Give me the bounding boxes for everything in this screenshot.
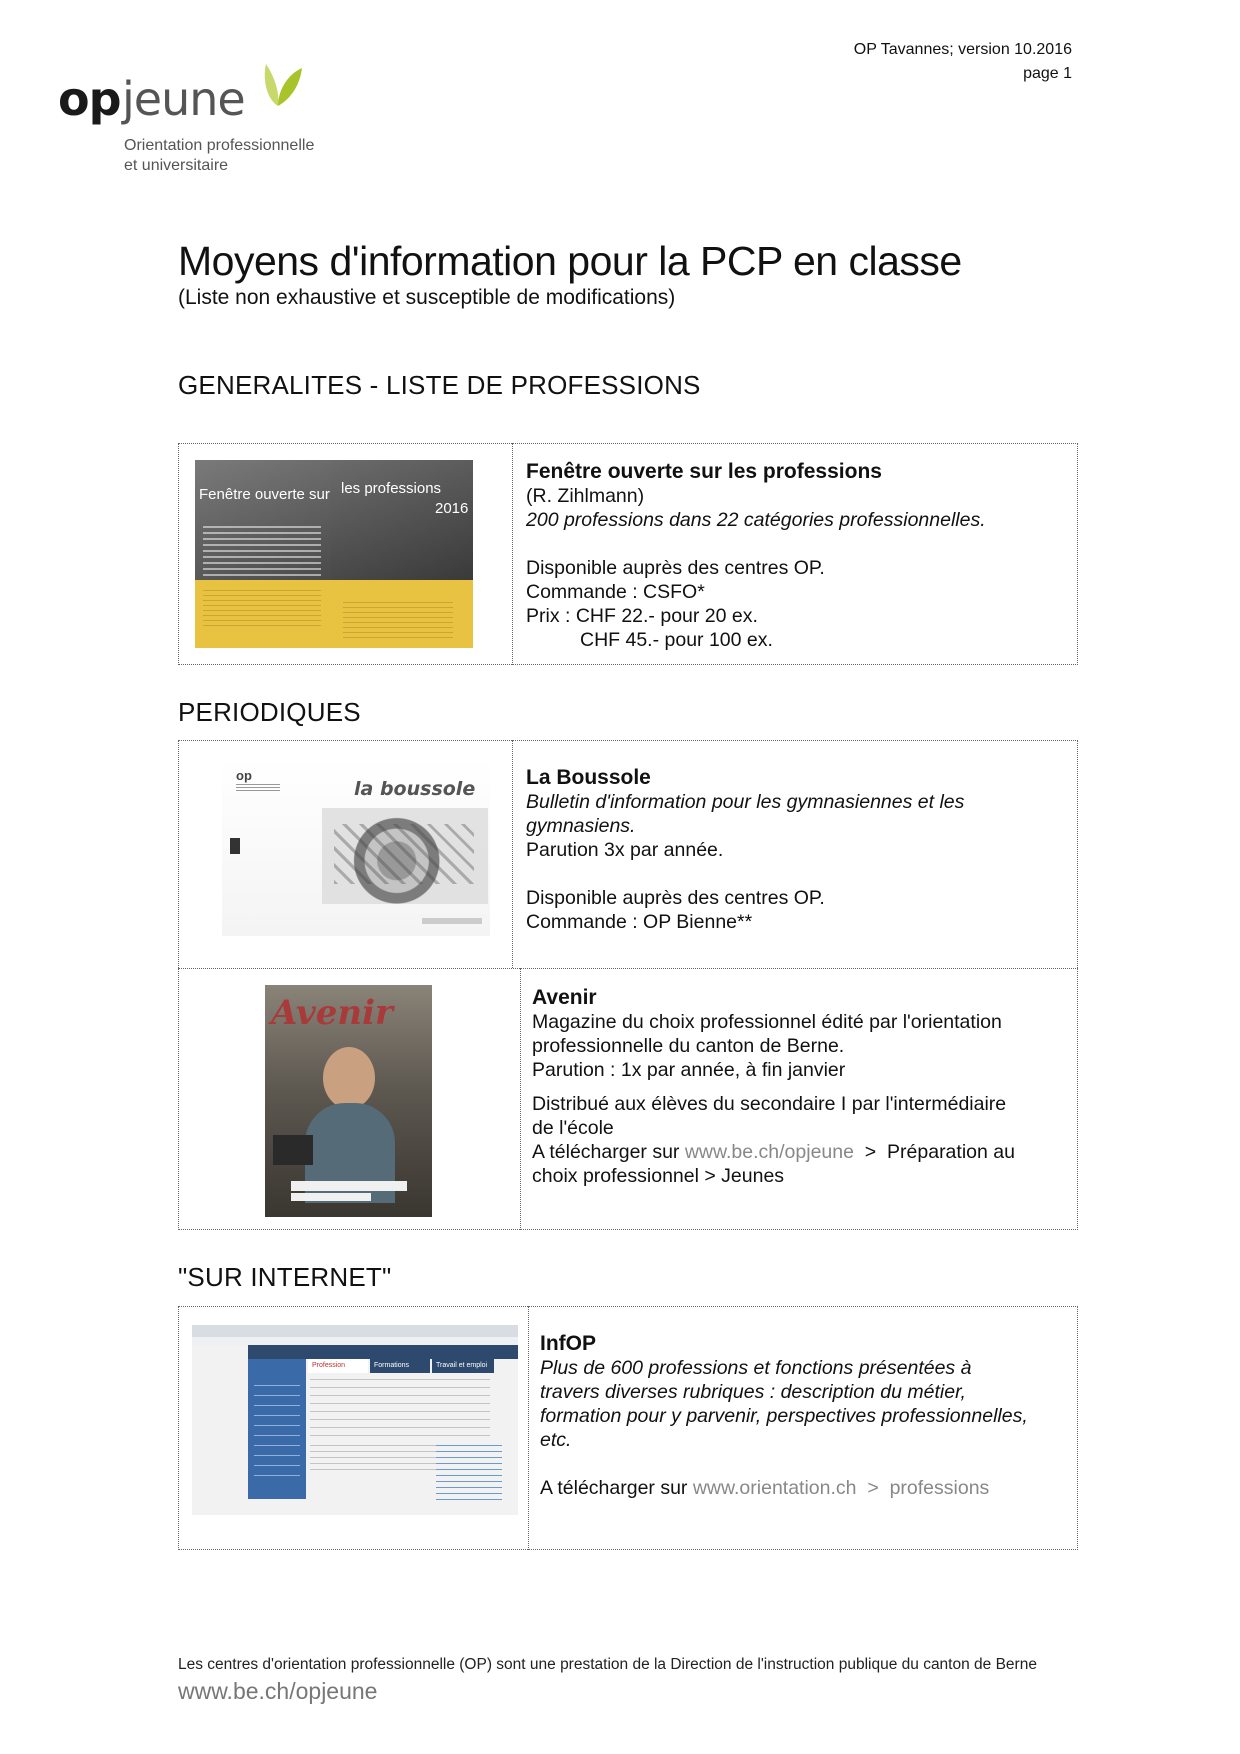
item-description-2: gymnasiens. bbox=[526, 815, 636, 837]
table-divider bbox=[512, 443, 513, 665]
cover-la-boussole bbox=[222, 758, 490, 936]
logo bbox=[58, 72, 358, 182]
page-subtitle: (Liste non exhaustive et susceptible de modifications) bbox=[178, 286, 676, 309]
item-distribution-2: de l'école bbox=[532, 1117, 614, 1139]
item-frequency: Parution : 1x par année, à fin janvier bbox=[532, 1059, 846, 1081]
table-divider bbox=[520, 968, 521, 1230]
cover-title: Avenir bbox=[271, 993, 393, 1033]
cover-fenetre-ouverte bbox=[195, 460, 473, 648]
cover-year: 2016 bbox=[435, 500, 469, 517]
logo-subtitle bbox=[124, 136, 364, 176]
section-heading-periodiques: PERIODIQUES bbox=[178, 697, 361, 727]
item-description-1: Plus de 600 professions et fonctions présentées à bbox=[540, 1357, 972, 1379]
page-number: page 1 bbox=[1023, 65, 1072, 82]
item-description-2: travers diverses rubriques : description du métier, bbox=[540, 1381, 966, 1403]
item-description: 200 professions dans 22 catégories professionnelles. bbox=[526, 509, 986, 531]
item-author: (R. Zihlmann) bbox=[526, 485, 645, 507]
item-availability: Disponible auprès des centres OP. bbox=[526, 887, 825, 909]
item-boussole-text bbox=[526, 766, 1066, 934]
item-availability: Disponible auprès des centres OP. bbox=[526, 557, 825, 579]
cover-text-right: les professions bbox=[341, 480, 442, 497]
footer-note: Les centres d'orientation professionnelle (OP) sont une prestation de la Direction de l'instruction publique du canton de Berne bbox=[178, 1656, 1037, 1673]
item-avenir-text bbox=[532, 986, 1072, 1188]
footer-url[interactable]: www.be.ch/opjeune bbox=[178, 1678, 378, 1704]
item-download: A télécharger sur www.be.ch/opjeune > Préparation au bbox=[532, 1141, 1015, 1163]
item-title: La Boussole bbox=[526, 766, 651, 789]
item-frequency: Parution 3x par année. bbox=[526, 839, 724, 861]
item-description-1: Bulletin d'information pour les gymnasiennes et les bbox=[526, 791, 965, 813]
section-heading-generalites: GENERALITES - LISTE DE PROFESSIONS bbox=[178, 370, 701, 400]
cover-text-left: Fenêtre ouverte sur bbox=[199, 486, 330, 503]
item-download-path: choix professionnel > Jeunes bbox=[532, 1165, 785, 1187]
item-title: Fenêtre ouverte sur les professions bbox=[526, 460, 882, 483]
table-row-divider bbox=[178, 968, 1078, 969]
cover-title: la boussole bbox=[354, 778, 476, 800]
link-orientation-ch[interactable]: www.orientation.ch bbox=[692, 1477, 857, 1499]
item-price-2: CHF 45.- pour 100 ex. bbox=[580, 629, 773, 651]
item-order: Commande : CSFO* bbox=[526, 581, 705, 603]
logo-sub-line2: et universitaire bbox=[124, 157, 229, 174]
item-description-1: Magazine du choix professionnel édité par l'orientation bbox=[532, 1011, 1002, 1033]
version-label: OP Tavannes; version 10.2016 bbox=[853, 41, 1072, 58]
item-infop-text bbox=[540, 1332, 1070, 1500]
cover-avenir bbox=[265, 985, 432, 1217]
item-distribution-1: Distribué aux élèves du secondaire I par l'intermédiaire bbox=[532, 1093, 1007, 1115]
table-divider bbox=[512, 740, 513, 968]
document-meta bbox=[672, 38, 1072, 86]
item-description-3: formation pour y parvenir, perspectives professionnelles, bbox=[540, 1405, 1028, 1427]
screenshot-tab-profession: Profession bbox=[308, 1359, 368, 1373]
page-title: Moyens d'information pour la PCP en classe bbox=[178, 238, 962, 284]
item-title: InfOP bbox=[540, 1332, 596, 1355]
section-heading-internet: "SUR INTERNET" bbox=[178, 1262, 392, 1292]
link-professions[interactable]: professions bbox=[889, 1477, 990, 1499]
logo-text-op: op bbox=[58, 72, 121, 126]
item-download: A télécharger sur www.orientation.ch > professions bbox=[540, 1477, 990, 1499]
screenshot-infop bbox=[192, 1325, 518, 1515]
item-order: Commande : OP Bienne** bbox=[526, 911, 753, 933]
item-description-2: professionnelle du canton de Berne. bbox=[532, 1035, 845, 1057]
item-title: Avenir bbox=[532, 986, 597, 1009]
logo-text-jeune: jeune bbox=[122, 72, 245, 126]
item-description-4: etc. bbox=[540, 1429, 572, 1451]
screenshot-tab-travail: Travail et emploi bbox=[432, 1359, 494, 1373]
item-fenetre-text bbox=[526, 460, 1066, 652]
screenshot-tab-formations: Formations bbox=[370, 1359, 430, 1373]
table-divider bbox=[528, 1306, 529, 1550]
cover-brand: op bbox=[236, 768, 252, 783]
leaf-icon bbox=[258, 62, 308, 112]
item-price-1: Prix : CHF 22.- pour 20 ex. bbox=[526, 605, 758, 627]
logo-sub-line1: Orientation professionnelle bbox=[124, 137, 315, 154]
link-be-opjeune[interactable]: www.be.ch/opjeune bbox=[684, 1141, 854, 1163]
